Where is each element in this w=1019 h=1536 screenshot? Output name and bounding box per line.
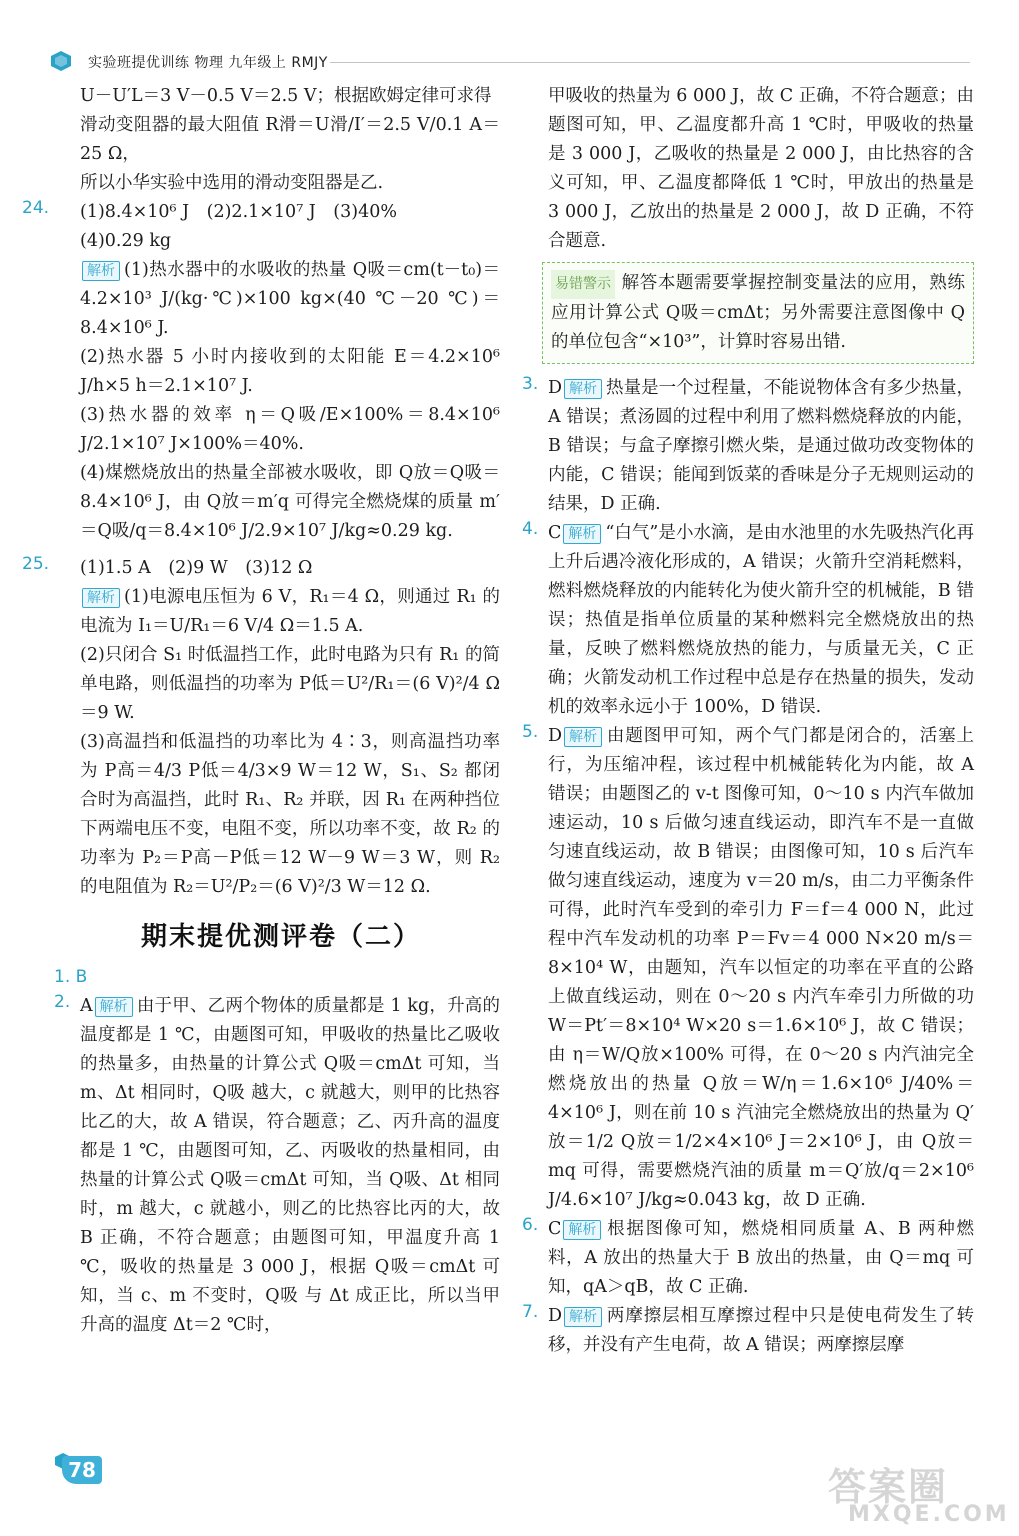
warning-paragraph <box>551 269 965 357</box>
question-number: 7. <box>522 1302 539 1322</box>
section-title: 期末提优测评卷（二） <box>140 922 421 952</box>
question-4 <box>522 519 974 722</box>
watermark <box>808 1452 1008 1532</box>
question-number: 2. <box>54 992 71 1012</box>
analysis-text: 根据图像可知，燃烧相同质量 A、B 两种燃料，A 放出的热量大于 B 放出的热量，由 Q＝mq 可知，qA＞qB，故 C 正确. <box>548 1219 974 1297</box>
analysis-text: “白气”是小水滴，是由水池里的水先吸热汽化再上升后遇冷液化形成的，A 错误；火箭升空消耗燃料，燃料燃烧释放的内能转化为使火箭升空的机械能，B 错误；热值是指单位质量的某种燃料完全燃烧放出的热量，反映了燃料燃烧放热的能力，与质量无关，C 正确；火箭发动机工作过程中总是存在热量的损失，发动机的效率永远小于 100%，D 错误. <box>548 523 974 717</box>
question-6 <box>522 1215 974 1302</box>
analysis-text: (1)热水器中的水吸收的热量 Q吸＝cm(t－t₀)＝4.2×10³ J/(kg·℃)×100 kg×(40 ℃－20 ℃)＝8.4×10⁶ J. <box>80 260 500 338</box>
page-number-badge <box>54 1452 102 1488</box>
question-24 <box>22 198 500 546</box>
analysis-text: 由于甲、乙两个物体的质量都是 1 kg，升高的温度都是 1 ℃，由题图可知，甲吸收的热量比乙吸收的热量多，由热量的计算公式 Q吸＝cmΔt 可知，当 m、Δt 相同时，Q吸 越大，c 就越大，则甲的比热容比乙的大，故 A 错误，符合题意；乙、丙升高的温度都是 1 ℃，由题图可知，乙、丙吸收的热量相同，由热量的计算公式 Q吸＝cmΔt 可知，当 Q吸、Δt 相同时，m 越大，c 就越小，则乙的比热容比丙的大，故 B 正确，不符合题意；由题图可知，甲温度升高 1 ℃，吸收的热量是 3 000 J，根据 Q吸＝cmΔt 可知，当 c、m 不变时，Q吸 与 Δt 成正比，所以当甲升高的温度 Δt＝2 ℃时， <box>80 996 500 1335</box>
analysis-paragraph: (3)高温挡和低温挡的功率比为 4∶3，则高温挡功率为 P高＝4/3 P低＝4/3×9 W＝12 W，S₁、S₂ 都闭合时为高温挡，此时 R₁、R₂ 并联，因 R₁ 在两种挡位下两端电压不变，电阻不变，所以功率不变，故 R₂ 的功率为 P₂＝P高－P低＝12 W－9 W＝3 W，则 R₂ 的电阻值为 R₂＝U²/P₂＝(6 V)²/3 W＝12 Ω. <box>80 732 500 897</box>
watermark-url: MXQE.COM <box>848 1502 1010 1527</box>
analysis-paragraph <box>548 722 974 1215</box>
analysis-paragraph: (4)煤燃烧放出的热量全部被水吸收，即 Q放＝Q吸＝8.4×10⁶ J，由 Q放＝m′q 可得完全燃烧煤的质量 m′＝Q吸/q＝8.4×10⁶ J/2.9×10⁷ J/kg≈0.29 kg. <box>80 463 500 541</box>
analysis-tag: 解析 <box>564 727 602 747</box>
book-title: 实验班提优训练 物理 九年级上 RMJY <box>88 55 328 71</box>
right-column <box>522 82 974 1360</box>
analysis-paragraph <box>548 374 974 519</box>
analysis-paragraph <box>548 1302 974 1360</box>
question-number: 6. <box>522 1215 539 1235</box>
answer-letter: D <box>548 1306 563 1326</box>
question-2 <box>54 992 500 1340</box>
analysis-tag: 解析 <box>95 997 133 1017</box>
question-3 <box>522 374 974 519</box>
analysis-text: 热量是一个过程量，不能说物体含有多少热量，A 错误；煮汤圆的过程中利用了燃料燃烧释放的内能，B 错误；与盒子摩擦引燃火柴，是通过做功改变物体的内能，C 错误；能闻到饭菜的香味是分子无规则运动的结果，D 正确. <box>548 378 974 514</box>
watermark-logo-text: 答案圈 <box>828 1465 949 1509</box>
warning-box <box>542 262 974 364</box>
question-number: 4. <box>522 519 539 539</box>
warning-tag: 易错警示 <box>551 270 615 299</box>
analysis-text: 由题图甲可知，两个气门都是闭合的，活塞上行，为压缩冲程，该过程中机械能转化为内能，故 A 错误；由题图乙的 v-t 图像可知，0～10 s 内汽车做加速运动，10 s 后做匀速直线运动，即汽车不是一直做匀速直线运动，故 B 错误；由图像可知，10 s 后汽车做匀速直线运动，速度为 v＝20 m/s，由二力平衡条件可得，此时汽车受到的牵引力 F＝f＝4 000 N，此过程中汽车发动机的功率 P＝Fv＝4 000 N×20 m/s＝8×10⁴ W，由题知，汽车以恒定的功率在平直的公路上做直线运动，则在 0～20 s 内汽车牵引力所做的功 W＝Pt′＝8×10⁴ W×20 s＝1.6×10⁶ J，故 C 错误；由 η＝W/Q放×100% 可得，在 0～20 s 内汽油完全燃烧放出的热量 Q放＝W/η＝1.6×10⁶ J/40%＝4×10⁶ J，则在前 10 s 汽油完全燃烧放出的热量为 Q′放＝1/2 Q放＝1/2×4×10⁶ J＝2×10⁶ J，由 Q放＝mq 可得，需要燃烧汽油的质量 m＝Q′放/q＝2×10⁶ J/4.6×10⁷ J/kg≈0.043 kg，故 D 正确. <box>548 726 974 1210</box>
answer-line: (1)8.4×10⁶ J (2)2.1×10⁷ J (3)40% <box>80 202 397 222</box>
question-7 <box>522 1302 974 1360</box>
question-number: 1. B <box>54 967 88 987</box>
answer-letter: D <box>548 378 563 398</box>
answer-line: (4)0.29 kg <box>80 231 172 251</box>
question-number: 24. <box>22 198 50 218</box>
analysis-tag: 解析 <box>564 379 602 399</box>
header-rule <box>330 62 970 63</box>
analysis-tag: 解析 <box>563 1220 601 1240</box>
page-number: 78 <box>62 1456 102 1484</box>
answer-letter: D <box>548 726 563 746</box>
text-line: U－U′L＝3 V－0.5 V＝2.5 V；根据欧姆定律可求得 <box>80 86 492 106</box>
answer-letter: C <box>548 1219 562 1239</box>
question-number: 25. <box>22 554 50 574</box>
text-line: 滑动变阻器的最大阻值 R滑＝U滑/I′＝2.5 V/0.1 A＝25 Ω， <box>80 115 500 164</box>
analysis-paragraph <box>80 256 500 343</box>
analysis-tag: 解析 <box>82 588 120 608</box>
analysis-tag: 解析 <box>82 261 120 281</box>
analysis-paragraph <box>80 583 500 641</box>
answer-letter: A <box>80 996 93 1016</box>
analysis-paragraph: (2)只闭合 S₁ 时低温挡工作，此时电路为只有 R₁ 的简单电路，则低温挡的功率为 P低＝U²/R₁＝(6 V)²/4 Ω＝9 W. <box>80 645 500 723</box>
question-number: 5. <box>522 722 539 742</box>
analysis-paragraph <box>548 519 974 722</box>
page-header <box>0 0 1019 78</box>
answer-letter: C <box>548 523 562 543</box>
left-column <box>22 82 500 1340</box>
analysis-paragraph: (3)热水器的效率 η＝Q吸/E×100%＝8.4×10⁶ J/2.1×10⁷ J×100%＝40%. <box>80 405 500 454</box>
analysis-tag: 解析 <box>563 524 601 544</box>
warning-text: 解答本题需要掌握控制变量法的应用，熟练应用计算公式 Q吸＝cmΔt；另外需要注意图像中 Q 的单位包含“×10³”，计算时容易出错. <box>551 273 965 352</box>
answer-line <box>54 963 500 992</box>
question-25 <box>22 554 500 902</box>
answer-line: (1)1.5 A (2)9 W (3)12 Ω <box>80 558 313 578</box>
text-line: 所以小华实验中选用的滑动变阻器是乙. <box>80 173 384 193</box>
analysis-paragraph <box>80 992 500 1340</box>
analysis-paragraph: (2)热水器 5 小时内接收到的太阳能 E＝4.2×10⁶ J/h×5 h＝2.1×10⁷ J. <box>80 347 500 396</box>
analysis-paragraph <box>548 1215 974 1302</box>
question-5 <box>522 722 974 1215</box>
question-1 <box>54 963 500 992</box>
analysis-text: (1)电源电压恒为 6 V，R₁＝4 Ω，则通过 R₁ 的电流为 I₁＝U/R₁＝6 V/4 Ω＝1.5 A. <box>80 587 500 636</box>
analysis-text: 两摩擦层相互摩擦过程中只是使电荷发生了转移，并没有产生电荷，故 A 错误；两摩擦层摩 <box>548 1306 974 1355</box>
analysis-tag: 解析 <box>564 1307 602 1327</box>
book-logo-icon <box>50 50 72 72</box>
question-number: 3. <box>522 374 539 394</box>
analysis-paragraph: 甲吸收的热量为 6 000 J，故 C 正确，不符合题意；由题图可知，甲、乙温度都升高 1 ℃时，甲吸收的热量是 3 000 J，乙吸收的热量是 2 000 J，由比热容的含义可知，甲、乙温度都降低 1 ℃时，甲放出的热量是 3 000 J，乙放出的热量是 2 000 J，故 D 正确，不符合题意. <box>548 86 974 251</box>
